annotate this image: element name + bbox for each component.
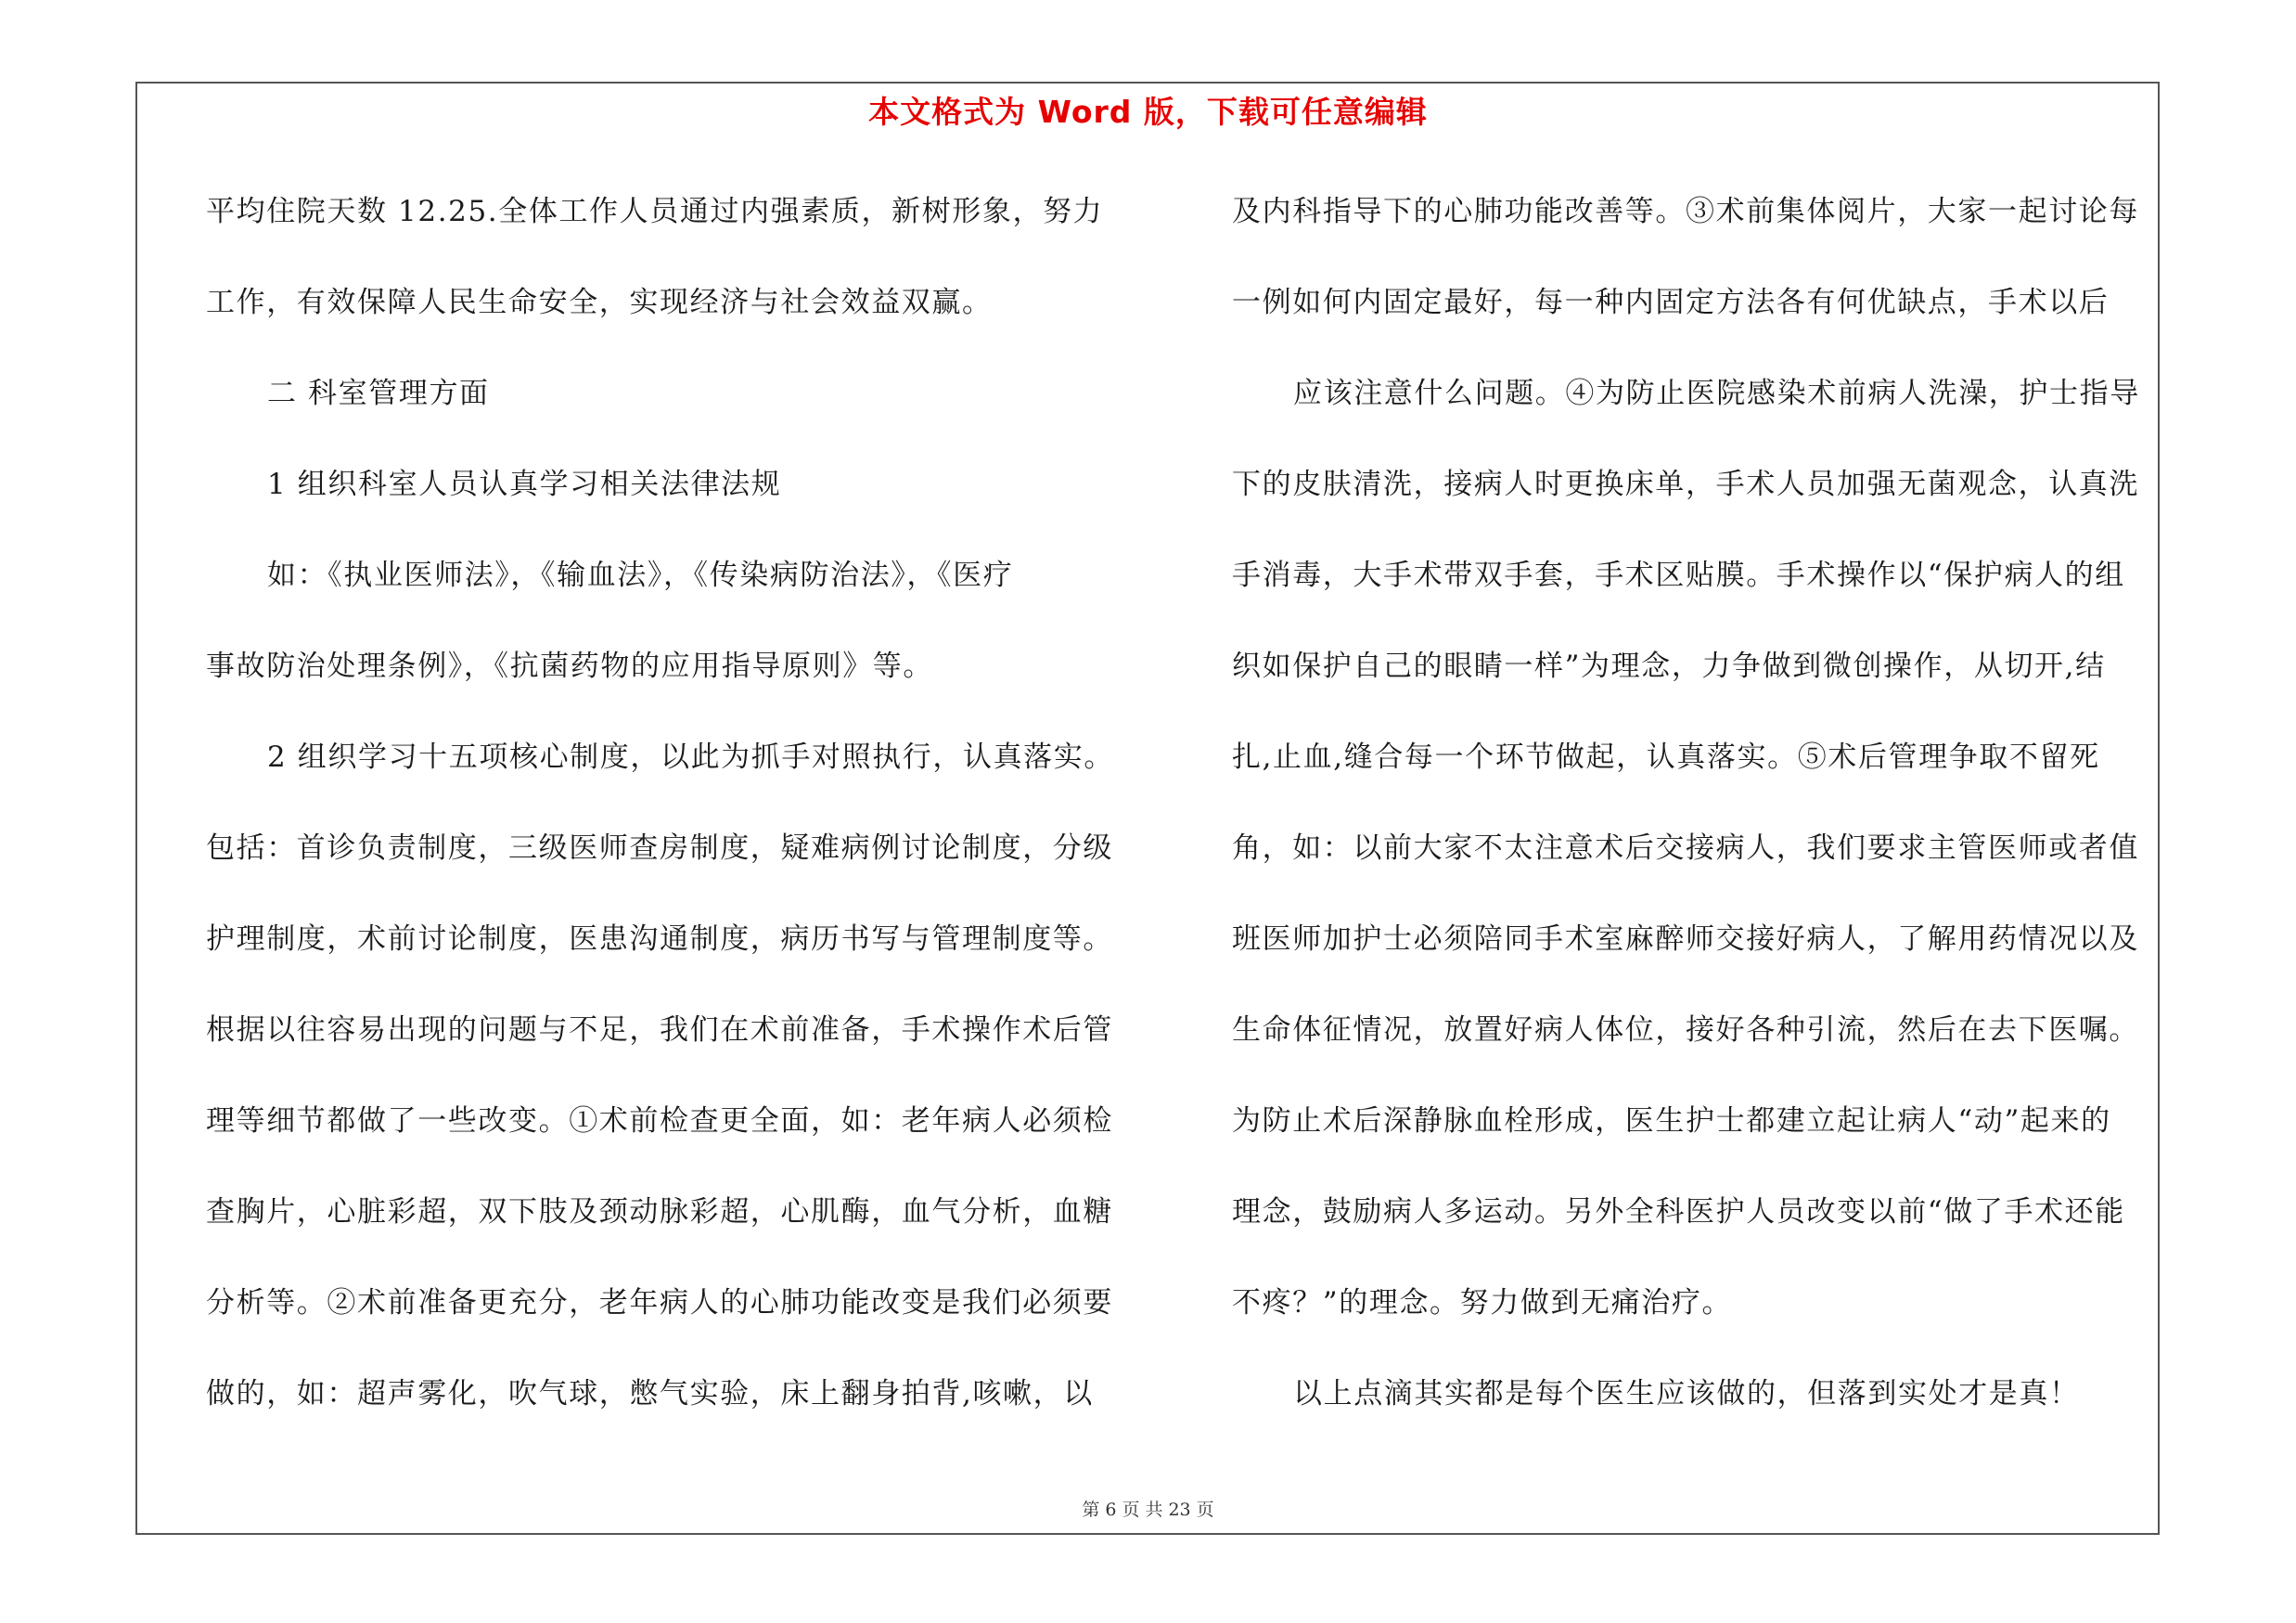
- left-line-8: 包括：首诊负责制度，三级医师查房制度，疑难病例讨论制度，分级: [206, 831, 1113, 865]
- right-line-1: 及内科指导下的心肺功能改善等。③术前集体阅片，大家一起讨论每: [1232, 195, 2139, 228]
- right-line-9: 班医师加护士必须陪同手术室麻醉师交接好病人，了解用药情况以及: [1232, 922, 2139, 956]
- footer-prefix: 第: [1082, 1500, 1100, 1520]
- right-line-8: 角，如：以前大家不太注意术后交接病人，我们要求主管医师或者值: [1232, 831, 2139, 865]
- right-line-7: 扎,止血,缝合每一个环节做起，认真落实。⑤术后管理争取不留死: [1232, 741, 2100, 774]
- right-line-14: 以上点滴其实都是每个医生应该做的，但落到实处才是真！: [1293, 1377, 2080, 1410]
- footer-page-number: 6: [1105, 1500, 1117, 1520]
- left-line-2: 工作，有效保障人民生命安全，实现经济与社会效益双赢。: [206, 286, 993, 319]
- left-line-12: 查胸片，心脏彩超，双下肢及颈动脉彩超，心肌酶，血气分析，血糖: [206, 1195, 1113, 1229]
- header-banner: 本文格式为 Word 版，下载可任意编辑: [868, 94, 1428, 130]
- footer-total-pages: 23: [1168, 1500, 1191, 1520]
- left-line-11: 理等细节都做了一些改变。①术前检查更全面，如：老年病人必须检: [206, 1104, 1113, 1138]
- footer-suffix: 页: [1196, 1500, 1214, 1520]
- left-line-13: 分析等。②术前准备更充分，老年病人的心肺功能改变是我们必须要: [206, 1286, 1113, 1320]
- left-line-14: 做的，如：超声雾化，吹气球，憋气实验，床上翻身拍背,咳嗽，以: [206, 1377, 1094, 1410]
- page-footer: [0, 1496, 2296, 1521]
- left-line-7: 2 组织学习十五项核心制度，以此为抓手对照执行，认真落实。: [267, 741, 1114, 774]
- right-line-3: 应该注意什么问题。④为防止医院感染术前病人洗澡，护士指导: [1293, 377, 2140, 410]
- right-line-2: 一例如何内固定最好，每一种内固定方法各有何优缺点，手术以后: [1232, 286, 2110, 319]
- right-line-5: 手消毒，大手术带双手套，手术区贴膜。手术操作以“保护病人的组: [1232, 559, 2125, 592]
- right-line-6: 织如保护自己的眼睛一样”为理念，力争做到微创操作，从切开,结: [1232, 650, 2106, 683]
- right-line-4: 下的皮肤清洗，接病人时更换床单，手术人员加强无菌观念，认真洗: [1232, 468, 2139, 501]
- footer-page-word: 页: [1122, 1500, 1140, 1520]
- section-heading: 二 科室管理方面: [267, 377, 490, 410]
- left-line-1: 平均住院天数 12.25.全体工作人员通过内强素质，新树形象，努力: [206, 195, 1104, 228]
- left-line-9: 护理制度，术前讨论制度，医患沟通制度，病历书写与管理制度等。: [206, 922, 1113, 956]
- right-line-11: 为防止术后深静脉血栓形成，医生护士都建立起让病人“动”起来的: [1232, 1104, 2111, 1138]
- left-line-4: 1 组织科室人员认真学习相关法律法规: [267, 468, 782, 501]
- right-column: [1232, 188, 2169, 1462]
- left-line-10: 根据以往容易出现的问题与不足，我们在术前准备，手术操作术后管: [206, 1013, 1113, 1047]
- right-line-10: 生命体征情况，放置好病人体位，接好各种引流，然后在去下医嘱。: [1232, 1013, 2139, 1047]
- left-line-6: 事故防治处理条例》，《抗菌药物的应用指导原则》等。: [206, 650, 933, 683]
- footer-total-word: 共: [1145, 1500, 1163, 1520]
- right-line-12: 理念，鼓励病人多运动。另外全科医护人员改变以前“做了手术还能: [1232, 1195, 2125, 1229]
- left-line-5: 如：《执业医师法》，《输血法》，《传染病防治法》，《医疗: [267, 559, 1014, 592]
- right-line-13: 不疼？”的理念。努力做到无痛治疗。: [1232, 1286, 1733, 1320]
- left-column: [206, 188, 1129, 1462]
